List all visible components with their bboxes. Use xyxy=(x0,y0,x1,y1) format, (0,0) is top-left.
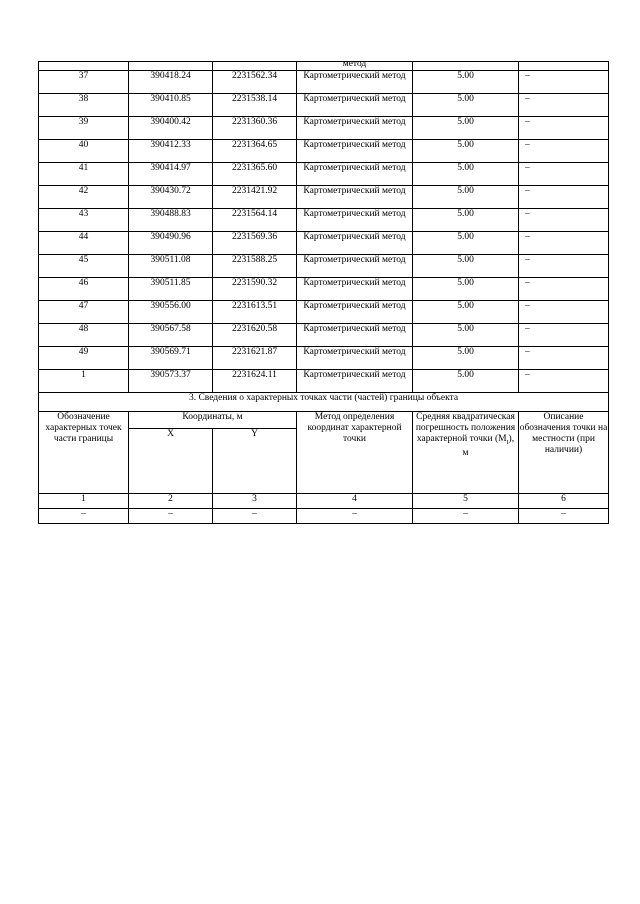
coordinates-table xyxy=(38,61,609,524)
error-value: 5.00 xyxy=(413,324,519,347)
error-value: 5.00 xyxy=(413,255,519,278)
header-description: Описание обозначения точки на местности (при наличии) xyxy=(519,412,609,494)
coord-y: 2231365.60 xyxy=(213,163,297,186)
column-number: 1 xyxy=(39,494,129,509)
description: – xyxy=(519,255,609,278)
column-numbers-row xyxy=(39,494,609,509)
point-number: 47 xyxy=(39,301,129,324)
coord-y: 2231569.36 xyxy=(213,232,297,255)
error-value: 5.00 xyxy=(413,301,519,324)
header-row xyxy=(39,412,609,429)
coord-x: 390410.85 xyxy=(129,94,213,117)
coord-x: 390418.24 xyxy=(129,71,213,94)
coord-y: 2231620.58 xyxy=(213,324,297,347)
point-number: 39 xyxy=(39,117,129,140)
method: Картометрический метод xyxy=(297,71,413,94)
coord-x: 390430.72 xyxy=(129,186,213,209)
table-row xyxy=(39,163,609,186)
coord-x: 390556.00 xyxy=(129,301,213,324)
error-value: 5.00 xyxy=(413,71,519,94)
point-number: 42 xyxy=(39,186,129,209)
point-number: 49 xyxy=(39,347,129,370)
continued-row xyxy=(39,62,609,71)
point-number: 46 xyxy=(39,278,129,301)
description: – xyxy=(519,347,609,370)
description: – xyxy=(519,140,609,163)
empty-cell: – xyxy=(39,509,129,524)
point-number: 41 xyxy=(39,163,129,186)
error-value: 5.00 xyxy=(413,370,519,393)
point-number: 44 xyxy=(39,232,129,255)
coord-y: 2231621.87 xyxy=(213,347,297,370)
header-error-text: Средняя квадратическая погрешность положения характерной точки (M xyxy=(415,412,516,444)
method: Картометрический метод xyxy=(297,94,413,117)
method: Картометрический метод xyxy=(297,163,413,186)
header-error-tail: ), м xyxy=(462,434,515,458)
table-row xyxy=(39,509,609,524)
coord-x: 390569.71 xyxy=(129,347,213,370)
coord-y: 2231590.32 xyxy=(213,278,297,301)
error-value: 5.00 xyxy=(413,163,519,186)
description: – xyxy=(519,232,609,255)
cell-empty xyxy=(213,62,297,71)
error-value: 5.00 xyxy=(413,347,519,370)
coord-x: 390567.58 xyxy=(129,324,213,347)
method: Картометрический метод xyxy=(297,324,413,347)
cell-empty xyxy=(39,62,129,71)
description: – xyxy=(519,301,609,324)
coord-y: 2231588.25 xyxy=(213,255,297,278)
error-value: 5.00 xyxy=(413,140,519,163)
coord-y: 2231364.65 xyxy=(213,140,297,163)
point-number: 43 xyxy=(39,209,129,232)
coord-x: 390412.33 xyxy=(129,140,213,163)
column-number: 2 xyxy=(129,494,213,509)
header-error xyxy=(413,412,519,494)
coord-y: 2231564.14 xyxy=(213,209,297,232)
cell-empty xyxy=(413,62,519,71)
header-error-subscript: t xyxy=(506,437,509,446)
empty-cell: – xyxy=(129,509,213,524)
coord-x: 390490.96 xyxy=(129,232,213,255)
table-row xyxy=(39,209,609,232)
method: Картометрический метод xyxy=(297,370,413,393)
point-number: 1 xyxy=(39,370,129,393)
header-coordinates: Координаты, м xyxy=(129,412,297,429)
error-value: 5.00 xyxy=(413,278,519,301)
coord-x: 390414.97 xyxy=(129,163,213,186)
method: Картометрический метод xyxy=(297,232,413,255)
empty-cell: – xyxy=(213,509,297,524)
cell-empty xyxy=(519,62,609,71)
coord-x: 390511.85 xyxy=(129,278,213,301)
empty-cell: – xyxy=(297,509,413,524)
document-sheet xyxy=(38,61,608,524)
cell-empty xyxy=(129,62,213,71)
description: – xyxy=(519,117,609,140)
table-row xyxy=(39,140,609,163)
header-method: Метод определения координат характерной точки xyxy=(297,412,413,494)
method: Картометрический метод xyxy=(297,301,413,324)
method: Картометрический метод xyxy=(297,209,413,232)
description: – xyxy=(519,278,609,301)
table-row xyxy=(39,255,609,278)
method: Картометрический метод xyxy=(297,278,413,301)
header-x: X xyxy=(129,429,213,494)
method: Картометрический метод xyxy=(297,140,413,163)
point-number: 45 xyxy=(39,255,129,278)
coord-y: 2231421.92 xyxy=(213,186,297,209)
error-value: 5.00 xyxy=(413,117,519,140)
coord-x: 390400.42 xyxy=(129,117,213,140)
cell-method-continued xyxy=(297,59,413,71)
coord-y: 2231360.36 xyxy=(213,117,297,140)
table-row xyxy=(39,232,609,255)
description: – xyxy=(519,324,609,347)
description: – xyxy=(519,94,609,117)
coord-x: 390488.83 xyxy=(129,209,213,232)
section-3-title-row xyxy=(39,393,609,412)
description: – xyxy=(519,370,609,393)
table-row xyxy=(39,186,609,209)
coord-y: 2231562.34 xyxy=(213,71,297,94)
table-row xyxy=(39,94,609,117)
header-y: Y xyxy=(213,429,297,494)
error-value: 5.00 xyxy=(413,209,519,232)
method: Картометрический метод xyxy=(297,255,413,278)
table-row xyxy=(39,324,609,347)
coord-y: 2231613.51 xyxy=(213,301,297,324)
method-tail-text: метод xyxy=(342,59,367,69)
column-number: 6 xyxy=(519,494,609,509)
table-row xyxy=(39,347,609,370)
column-number: 4 xyxy=(297,494,413,509)
table-row xyxy=(39,71,609,94)
coord-x: 390573.37 xyxy=(129,370,213,393)
coord-y: 2231538.14 xyxy=(213,94,297,117)
table-row xyxy=(39,370,609,393)
column-number: 5 xyxy=(413,494,519,509)
method: Картометрический метод xyxy=(297,117,413,140)
point-number: 37 xyxy=(39,71,129,94)
header-designation: Обозначение характерных точек части границы xyxy=(39,412,129,494)
description: – xyxy=(519,186,609,209)
section-3-title: 3. Сведения о характерных точках части (частей) границы объекта xyxy=(39,393,609,412)
coord-y: 2231624.11 xyxy=(213,370,297,393)
empty-cell: – xyxy=(519,509,609,524)
description: – xyxy=(519,209,609,232)
table-row xyxy=(39,117,609,140)
error-value: 5.00 xyxy=(413,186,519,209)
coord-x: 390511.08 xyxy=(129,255,213,278)
column-number: 3 xyxy=(213,494,297,509)
table-row xyxy=(39,278,609,301)
point-number: 48 xyxy=(39,324,129,347)
error-value: 5.00 xyxy=(413,94,519,117)
point-number: 38 xyxy=(39,94,129,117)
empty-cell: – xyxy=(413,509,519,524)
description: – xyxy=(519,163,609,186)
table-row xyxy=(39,301,609,324)
method: Картометрический метод xyxy=(297,347,413,370)
method: Картометрический метод xyxy=(297,186,413,209)
error-value: 5.00 xyxy=(413,232,519,255)
point-number: 40 xyxy=(39,140,129,163)
description: – xyxy=(519,71,609,94)
